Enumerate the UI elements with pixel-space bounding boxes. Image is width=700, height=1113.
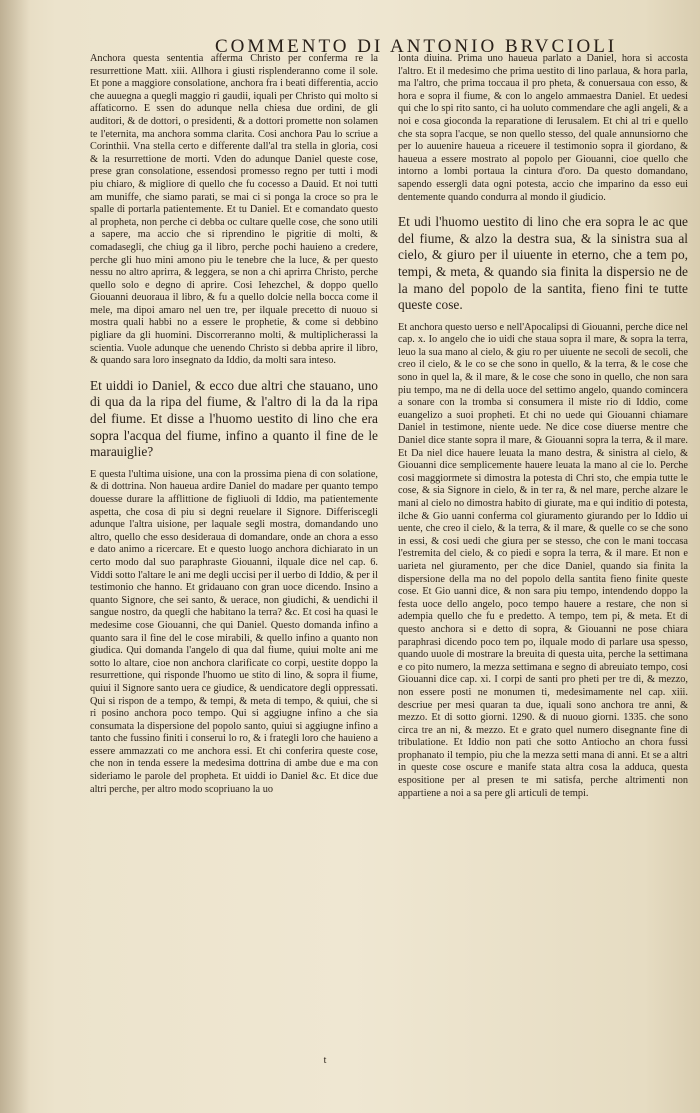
right-column	[398, 53, 688, 803]
left-column	[90, 53, 378, 799]
left-scripture-verse: Et uiddi io Daniel, & ecco due altri che stauano, uno di qua da la ripa del fiume, & l'altro di la da la ripa del fiume. Et disse a l'huomo uestito di lino che era sopra l'acqua del fiume, infino a quanto il fine de le marauiglie?	[90, 377, 378, 460]
right-paragraph-2: Et anchora questo uerso e nell'Apocalipsi di Giouanni, perche dice nel cap. x. Io angelo che io uidi che staua sopra il mare, & sopra la terra, leuo la sua mano al cielo, & giu ro per uiuente ne secoli de secoli, che creo il cielo, & le co se che sono in quello, & la terra, & le cose che sono in quel la, & il mare, & le cose che sono in quello, che non sara piu tempo, ma ne di della uoce del settimo angelo, quando comincera a sonare con la tromba si consumera il miste rio di Iddio, come euangelizo a suoi propheti. Et chi no uede qui Giouanni chiamare Daniel in testimone, niente uede. Ne dice cose diuerse mentre che Daniel dice stante sopra il mare, & Giouanni sopra la terra, & il mare. Et Da niel dice hauere leuata la mano destra, & sinistra al cielo, & Giouanni dice semplicemente hauere leuata la mano al cie lo. Perche cosi maggiormete si dimostra la potesta di Chri sto, che empia tutte le cose, & sia Signore in cielo, & in ter ra, & nel mare, perche alzare le mani al cielo no dimostra habito di giurate, ma e qui inditio di potesta, ilche & Gio uanni conferma col giuramento giurando per lo Iddio ui uente, che creo il cielo, & la terra, & il mare, & quelle co se che sono in essi, & cosi uedi che giura per se stesso, che con le mani toccasa l'estremita del cielo, & co piedi e sopra la terra, & il mare. Et non e uarieta nel giuramento, per che dice Daniel, quando sia finita la dispersione della ma no del popolo della santita fieno finite queste cose. Et Gio uanni dice, & non sara piu tempo, intendendo doppo la festa uoce dello angelo, poco tempo hauere a restare, che non si adempia quello che fu e predetto. A tempo, tem pi, & meta. Et di questo anchora si e detto di sopra, & Giouanni ne pose chiara paraphrasi dicendo poco tem po, ilquale modo di parlare usa spesso, quando uuole di mostrare la breuita di questa uita, perche la settimana e co pito numero, la mezza settimana e segno di abreuiato tempo, cosi Giouanni dice cap. xi. I corpi de santi pro pheti per tre di, & mezzo, non essere posti ne monumen ti, medesimamente nel cap. xiii. descriue per mesi quaran ta due, iquali sono anchora tre anni, & mezzo. Et di sotto giorni. 1290. & di nuouo giorni. 1335. che sono circa tre an ni, & mezzo. Et e grato quel numero disegnante fine di tribulatione. Et Iddio non pati che sotto Antiocho an chora fussi prophanato il tempio, piu che la mezza setti mana di anni. Et se a altri in queste cose oscure e manife stata altra cosa la adduca, questa espositione per al presen te mi satisfa, perche altrimenti non appartiene a noi a sa pere gli articuli de tempi.	[398, 321, 688, 799]
signature-mark: t	[323, 1055, 327, 1066]
left-paragraph-2: E questa l'ultima uisione, una con la prossima piena di con solatione, & di dottrina. Non haueua ardire Daniel do madare per quanto tempo douesse durare la afflittione de figliuoli di Iddio, ma patientemente aspetta, che cosa di piu si degni reuelare il Signore. Differiscegli adunque l'altra uisione, per laquale segli mostra, domandando uno altro, quello che esso desideraua di domandare, onde an chora a esso e dato animo a ricercare. Et e questo luogo anchora dichiarato in un certo modo dal suo paraphraste Giouanni, ilquale dice nel cap. 6. Viddi sotto l'altare le ani me degli uccisi per il uerbo di Iddio, & per il testimonio che hanno. Et gridauano con gran uoce dicendo. Insino a quanto Signore, che sei santo, & uerace, non giudichi, & uendichi il sangue nostro, da quegli che habitano la terra? &c. Et cosi ha quasi le medesime cose Giouanni, che qui Daniel. Questo domanda infino a quanto sara il fine del le cose mirabili, & quello infino a quanto non giudica. Qui domanda l'angelo di qua dal fiume, quiui molte ani me sotto lo altare, cioe non anchora clarificate co corpi, uestite doppo la resurrettione, qui risponde l'huomo ue stito di lino, & sopra il fiume, quiui il Signore santo uera ce giudice, & uendicatore degli oppressati. Qui si rispon de a tempo, & tempi, & meta di tempo, & quiui, che si ri posino anchora poco tempo. Qui si aggiugne infino a che sia consumata la dispersione del popolo santo, quiui si aggiugne infino a tanto che fussino finiti i conserui lo ro, & i frategli loro che hauieno a essere ammazzati co me anchora essi. Et chi conferira queste cose, che non in tenda essere la medesima dottrina di ambe due e ma con sideriamo le parole del propheta. Et uiddi io Daniel &c. Et dice due altri perche, per altro modo scopriuano la uo	[90, 468, 378, 795]
right-scripture-verse: Et udi l'huomo uestito di lino che era sopra le ac que del fiume, & alzo la destra sua, & la sinistra sua al cielo, & giuro per il uiuente in eterno, che a tem po, tempi, & meta, & quando sia finita la dispersio ne de la mano del popolo de la santita, fieno fini te tutte queste cose.	[398, 214, 688, 313]
left-paragraph-1: Anchora questa sententia afferma Christo per conferma re la resurrettione Matt. xiii. Allhora i giusti risplenderanno come il sole. Et pone a maggiore consolatione, anchora fra i beati differentia, accio che auuegna a quegli maggio ri gaudii, iquali per Christo qui molto si affaticorno. E ssen do adunque nella chiesa due ordini, de gli auditori, & de dottori, o presidenti, & a dottori promette non solamen te l'eternita, ma anchora somma clarita. Cosi anchora Pau lo scriue a Corinthii. Vna stella certo e differente dall'al tra stella in gloria, cosi & la resurrettione de morti. Vden do adunque Daniel queste cose, prese gran consolatione, essendosi promesso regno per tutti i modi piu chiaro, & migliore di quello che fu cocesso a Dauid. Et noi tutti am muniffe, che siamo parati, se mai ci si ponga la croce so pra le spalle di portarla patientemente. Et tu Daniel. Et e comandato questo al propheta, non perche ci debba oc cultare quelle cose, che sono utili a sapere, ma accio che si riprendino le pigritie di molti, & comadasegli, che chiug ga il libro, perche pochi hauieno a credere, perche gli huo mini amono piu le tenebre che la luce, & per questo nessu no altro aprirra, & leggera, se non a chi aprirra Christo, perche quello solo e degno di aprire. Cosi Iehezchel, & doppo quello Giouanni deuoraua il libro, & fu a quello dolcie nella bocca come il mele, ma dipoi amaro nel uen tre, per ilquale precetto di nuouo si mostra quali habbi no a essere le prophetie, & come si debbino pigliare da gli huomini. Discorreranno molti, & multiplicherassi la scientia. Vuole adunque che uenendo Christo si debba aprire il libro, & quando sara loro insegnato da Iddio, da molti sara inteso.	[90, 53, 378, 367]
right-paragraph-1: lonta diuina. Prima uno haueua parlato a Daniel, hora si accosta l'altro. Et il medesimo che prima uestito di lino parlaua, & hora parla, ma l'altro, che prima toccaua il pro pheta, & conuersaua con esso, & hora e sopra il fiume, & con lo angelo ammaestra Daniel. Et uedesi qui che lo spi rito santo, ci ha uoluto commendare che agli angeli, & a noi e cosa gioconda la reparatione di Ierusalem. Et chi al tri e quello che sta sopra l'acque, se non quello stesso, del quale annunsiorno che per lo auuenire haueua a riceuere il testimonio sopra il giordano, & haueua a essere mostrato al popolo per Giouanni, cioe quello che intorno a lombi portaua la cintura d'oro. Da questo domandano, sapendo essergli data ogni potesta, accio che imparino da esso eui dentemente quando condurra al mondo il giudicio.	[398, 53, 688, 203]
running-title: COMMENTO DI ANTONIO BRVCIOLI	[215, 36, 618, 57]
page-gutter-shadow	[0, 0, 30, 1113]
